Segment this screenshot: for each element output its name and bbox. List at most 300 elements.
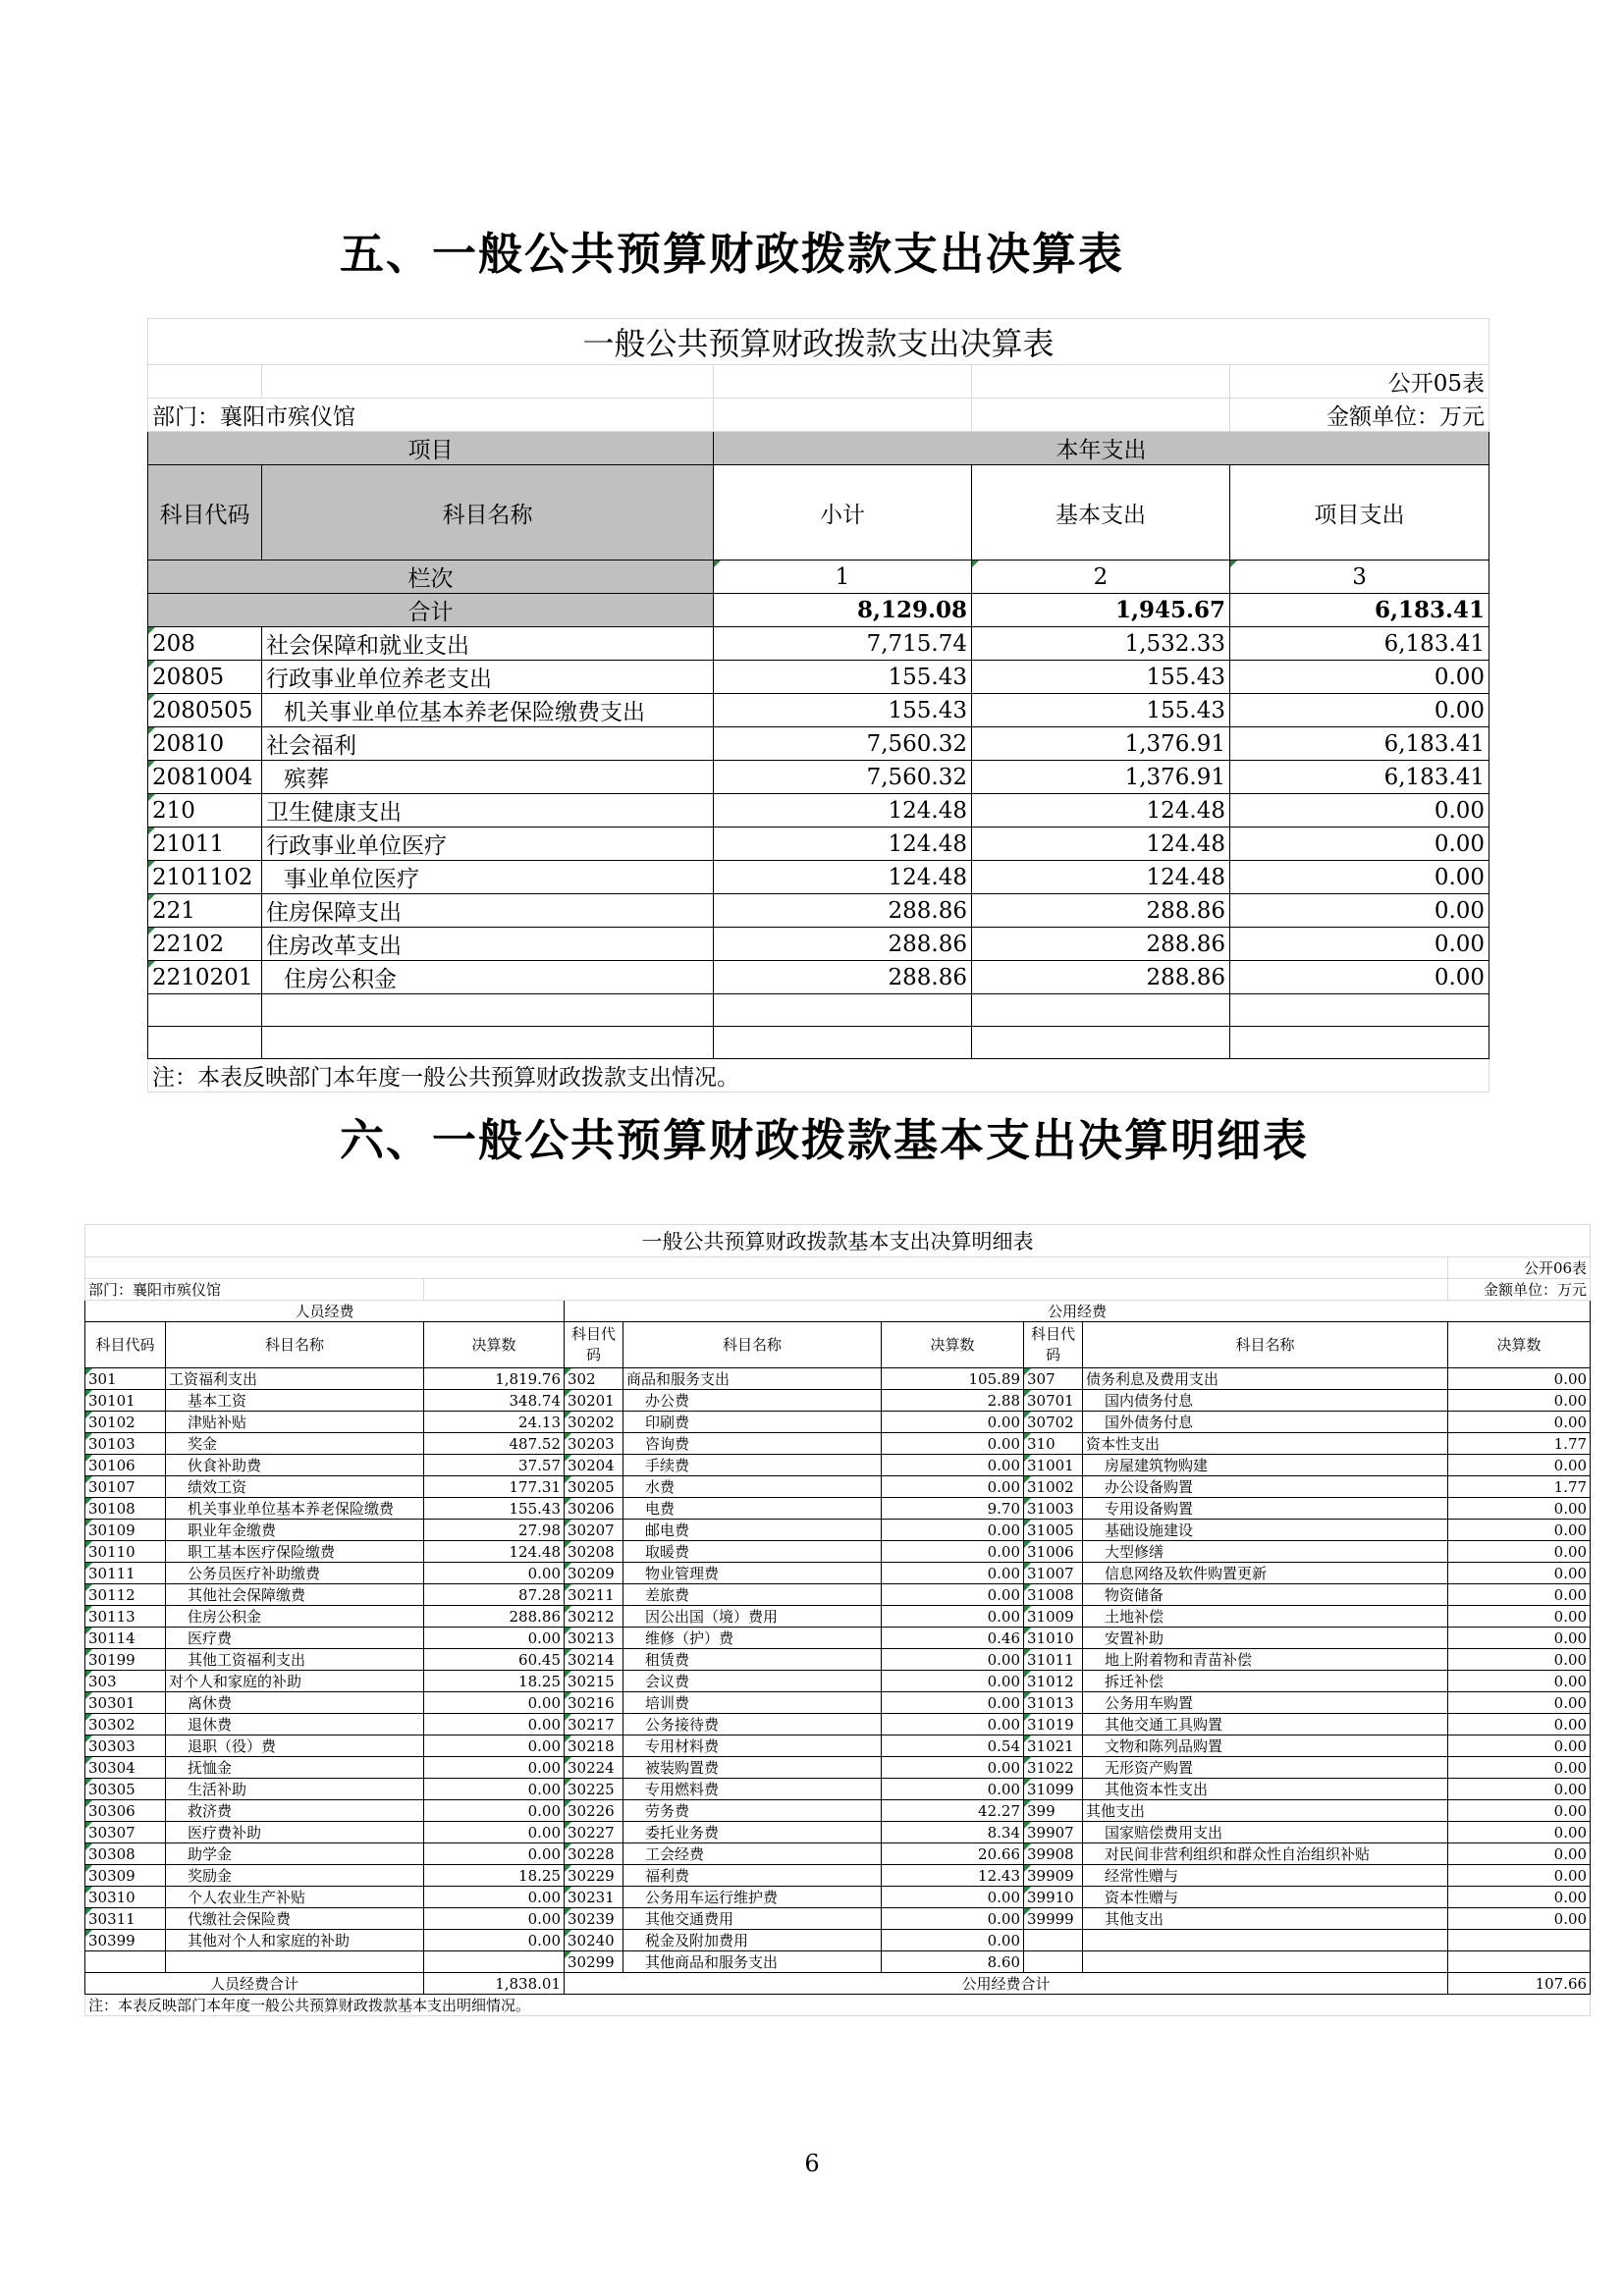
cell-amount-1: 0.00 xyxy=(424,1930,565,1951)
cell-name-1: 住房公积金 xyxy=(166,1606,424,1628)
cell-code-1: 30305 xyxy=(85,1779,166,1800)
cell-code-2: 30218 xyxy=(565,1735,623,1757)
row-name: 社会福利 xyxy=(262,727,714,761)
cell-code-2: 30207 xyxy=(565,1520,623,1541)
cell-amount-1: 0.00 xyxy=(424,1800,565,1822)
table6-form-no: 公开06表 xyxy=(1448,1257,1591,1279)
cell-name-1: 医疗费 xyxy=(166,1628,424,1649)
table-row xyxy=(148,627,1489,661)
cell-code-2: 30201 xyxy=(565,1390,623,1412)
cell-amount-2: 8.60 xyxy=(882,1951,1024,1973)
table-row xyxy=(85,1520,1591,1541)
cell-code-2: 30212 xyxy=(565,1606,623,1628)
cell-code-2: 30211 xyxy=(565,1584,623,1606)
cell-code-3: 31007 xyxy=(1024,1563,1083,1584)
cell-code-1: 30103 xyxy=(85,1433,166,1455)
table-row xyxy=(85,1476,1591,1498)
row-name: 社会保障和就业支出 xyxy=(262,627,714,661)
cell-code-2: 30231 xyxy=(565,1887,623,1908)
row-code: 2210201 xyxy=(148,961,262,994)
cell-code-2: 30227 xyxy=(565,1822,623,1843)
cell-code-1: 30399 xyxy=(85,1930,166,1951)
row-project: 0.00 xyxy=(1230,828,1489,861)
table-row xyxy=(85,1606,1591,1628)
cell-name-3: 其他交通工具购置 xyxy=(1083,1714,1448,1735)
table-row xyxy=(85,1541,1591,1563)
cell-name-3: 国家赔偿费用支出 xyxy=(1083,1822,1448,1843)
cell-code-2: 302 xyxy=(565,1368,623,1390)
cell-code-3: 31005 xyxy=(1024,1520,1083,1541)
total-label: 合计 xyxy=(148,594,714,627)
row-basic: 288.86 xyxy=(972,961,1230,994)
cell-name-2: 差旅费 xyxy=(623,1584,882,1606)
cell-name-3 xyxy=(1083,1951,1448,1973)
row-basic: 124.48 xyxy=(972,828,1230,861)
row-code: 208 xyxy=(148,627,262,661)
cell-amount-3: 0.00 xyxy=(1448,1628,1591,1649)
cell-amount-1: 0.00 xyxy=(424,1692,565,1714)
expenditure-table xyxy=(147,318,1489,1093)
table-row xyxy=(148,928,1489,961)
row-project: 0.00 xyxy=(1230,928,1489,961)
lanci-3: 3 xyxy=(1230,561,1489,594)
cell-amount-3: 0.00 xyxy=(1448,1584,1591,1606)
cell-code-3: 39908 xyxy=(1024,1843,1083,1865)
row-subtotal: 7,715.74 xyxy=(714,627,972,661)
cell-amount-2: 0.00 xyxy=(882,1520,1024,1541)
row-code: 2081004 xyxy=(148,761,262,794)
cell-name-3 xyxy=(1083,1930,1448,1951)
cell-name-2: 税金及附加费用 xyxy=(623,1930,882,1951)
cell-name-2: 专用材料费 xyxy=(623,1735,882,1757)
cell-name-1: 退休费 xyxy=(166,1714,424,1735)
table-row xyxy=(148,694,1489,727)
cell-name-1: 机关事业单位基本养老保险缴费 xyxy=(166,1498,424,1520)
cell-name-2: 会议费 xyxy=(623,1671,882,1692)
cell-code-3: 307 xyxy=(1024,1368,1083,1390)
cell-name-1: 其他社会保障缴费 xyxy=(166,1584,424,1606)
cell-amount-1: 0.00 xyxy=(424,1779,565,1800)
cell-code-2: 30226 xyxy=(565,1800,623,1822)
row-name: 卫生健康支出 xyxy=(262,794,714,828)
cell-code-1: 30109 xyxy=(85,1520,166,1541)
row-subtotal: 7,560.32 xyxy=(714,761,972,794)
row-code: 21011 xyxy=(148,828,262,861)
table5-dept: 部门：襄阳市殡仪馆 xyxy=(148,399,714,432)
cell-name-2: 公务用车运行维护费 xyxy=(623,1887,882,1908)
table-row xyxy=(148,894,1489,928)
row-name: 行政事业单位医疗 xyxy=(262,828,714,861)
cell-name-1: 医疗费补助 xyxy=(166,1822,424,1843)
cell-amount-3: 0.00 xyxy=(1448,1714,1591,1735)
table-row xyxy=(85,1498,1591,1520)
cell-code-1: 30113 xyxy=(85,1606,166,1628)
cell-amount-2: 0.00 xyxy=(882,1649,1024,1671)
cell-code-2: 30224 xyxy=(565,1757,623,1779)
cell-amount-3: 0.00 xyxy=(1448,1563,1591,1584)
cell-name-1: 其他对个人和家庭的补助 xyxy=(166,1930,424,1951)
cell-code-3: 31002 xyxy=(1024,1476,1083,1498)
cell-amount-1: 487.52 xyxy=(424,1433,565,1455)
cell-amount-2: 0.00 xyxy=(882,1541,1024,1563)
cell-code-3: 31010 xyxy=(1024,1628,1083,1649)
table-row xyxy=(85,1692,1591,1714)
cell-name-3: 资本性赠与 xyxy=(1083,1887,1448,1908)
cell-code-3: 310 xyxy=(1024,1433,1083,1455)
cell-name-2: 劳务费 xyxy=(623,1800,882,1822)
cell-amount-2: 0.00 xyxy=(882,1930,1024,1951)
cell-code-3: 39907 xyxy=(1024,1822,1083,1843)
cell-code-1: 30310 xyxy=(85,1887,166,1908)
total-basic: 1,945.67 xyxy=(972,594,1230,627)
cell-name-1 xyxy=(166,1951,424,1973)
table-row xyxy=(85,1951,1591,1973)
cell-code-1: 30306 xyxy=(85,1800,166,1822)
cell-name-2: 维修（护）费 xyxy=(623,1628,882,1649)
cell-code-2: 30206 xyxy=(565,1498,623,1520)
total-subtotal: 8,129.08 xyxy=(714,594,972,627)
table-row xyxy=(148,761,1489,794)
cell-amount-2: 9.70 xyxy=(882,1498,1024,1520)
cell-amount-2: 2.88 xyxy=(882,1390,1024,1412)
cell-name-3: 基础设施建设 xyxy=(1083,1520,1448,1541)
row-project: 6,183.41 xyxy=(1230,727,1489,761)
cell-name-2: 咨询费 xyxy=(623,1433,882,1455)
cell-amount-1: 24.13 xyxy=(424,1412,565,1433)
table-row xyxy=(85,1455,1591,1476)
table-row xyxy=(85,1908,1591,1930)
cell-amount-3: 0.00 xyxy=(1448,1390,1591,1412)
page-number: 6 xyxy=(804,2150,820,2177)
cell-name-1: 抚恤金 xyxy=(166,1757,424,1779)
table-row xyxy=(85,1779,1591,1800)
cell-amount-1: 37.57 xyxy=(424,1455,565,1476)
public-total: 107.66 xyxy=(1448,1973,1591,1995)
cell-name-2: 手续费 xyxy=(623,1455,882,1476)
cell-code-2: 30204 xyxy=(565,1455,623,1476)
cell-name-2: 专用燃料费 xyxy=(623,1779,882,1800)
cell-amount-1: 124.48 xyxy=(424,1541,565,1563)
cell-name-3: 其他资本性支出 xyxy=(1083,1779,1448,1800)
header-code-3: 科目代码 xyxy=(1024,1322,1083,1368)
header-name-2: 科目名称 xyxy=(623,1322,882,1368)
cell-amount-2: 12.43 xyxy=(882,1865,1024,1887)
cell-name-2: 公务接待费 xyxy=(623,1714,882,1735)
cell-name-2: 委托业务费 xyxy=(623,1822,882,1843)
row-project: 0.00 xyxy=(1230,661,1489,694)
cell-amount-1: 0.00 xyxy=(424,1887,565,1908)
cell-amount-3: 1.77 xyxy=(1448,1433,1591,1455)
cell-amount-2: 0.00 xyxy=(882,1692,1024,1714)
cell-name-3: 公务用车购置 xyxy=(1083,1692,1448,1714)
cell-amount-1: 60.45 xyxy=(424,1649,565,1671)
basic-expenditure-detail-table xyxy=(84,1224,1591,2016)
header-name-1: 科目名称 xyxy=(166,1322,424,1368)
header-amount-1: 决算数 xyxy=(424,1322,565,1368)
cell-name-1: 职工基本医疗保险缴费 xyxy=(166,1541,424,1563)
table6-note: 注：本表反映部门本年度一般公共预算财政拨款基本支出明细情况。 xyxy=(85,1995,1591,2016)
row-subtotal: 124.48 xyxy=(714,794,972,828)
cell-amount-3 xyxy=(1448,1930,1591,1951)
table6-unit: 金额单位：万元 xyxy=(1448,1279,1591,1301)
row-subtotal: 288.86 xyxy=(714,894,972,928)
cell-code-3: 31009 xyxy=(1024,1606,1083,1628)
cell-code-2: 30239 xyxy=(565,1908,623,1930)
cell-code-1: 30307 xyxy=(85,1822,166,1843)
cell-amount-3: 0.00 xyxy=(1448,1412,1591,1433)
table-row xyxy=(148,861,1489,894)
cell-amount-3: 0.00 xyxy=(1448,1520,1591,1541)
cell-amount-2: 0.00 xyxy=(882,1476,1024,1498)
cell-name-3: 拆迁补偿 xyxy=(1083,1671,1448,1692)
cell-amount-1: 0.00 xyxy=(424,1628,565,1649)
personnel-total: 1,838.01 xyxy=(424,1973,565,1995)
row-basic: 155.43 xyxy=(972,661,1230,694)
public-total-label: 公用经费合计 xyxy=(565,1973,1448,1995)
cell-amount-3: 0.00 xyxy=(1448,1800,1591,1822)
cell-name-1: 伙食补助费 xyxy=(166,1455,424,1476)
cell-amount-1: 155.43 xyxy=(424,1498,565,1520)
header-personnel: 人员经费 xyxy=(85,1301,565,1322)
cell-amount-2: 42.27 xyxy=(882,1800,1024,1822)
cell-code-2: 30213 xyxy=(565,1628,623,1649)
cell-name-3: 物资储备 xyxy=(1083,1584,1448,1606)
row-project: 0.00 xyxy=(1230,794,1489,828)
cell-code-2: 30203 xyxy=(565,1433,623,1455)
cell-code-3: 31012 xyxy=(1024,1671,1083,1692)
cell-amount-2: 0.00 xyxy=(882,1584,1024,1606)
cell-code-3: 31001 xyxy=(1024,1455,1083,1476)
cell-amount-1: 18.25 xyxy=(424,1671,565,1692)
cell-code-1: 30301 xyxy=(85,1692,166,1714)
cell-name-2: 印刷费 xyxy=(623,1412,882,1433)
row-subtotal: 124.48 xyxy=(714,828,972,861)
cell-amount-2: 105.89 xyxy=(882,1368,1024,1390)
cell-name-3: 专用设备购置 xyxy=(1083,1498,1448,1520)
cell-code-1: 30112 xyxy=(85,1584,166,1606)
cell-code-2: 30225 xyxy=(565,1779,623,1800)
cell-code-1: 30309 xyxy=(85,1865,166,1887)
cell-amount-2: 0.00 xyxy=(882,1714,1024,1735)
cell-amount-3: 0.00 xyxy=(1448,1908,1591,1930)
row-name: 住房保障支出 xyxy=(262,894,714,928)
cell-name-1: 离休费 xyxy=(166,1692,424,1714)
cell-name-1: 救济费 xyxy=(166,1800,424,1822)
row-basic: 1,376.91 xyxy=(972,761,1230,794)
cell-name-1: 退职（役）费 xyxy=(166,1735,424,1757)
row-name: 事业单位医疗 xyxy=(262,861,714,894)
table-row xyxy=(85,1433,1591,1455)
lanci-label: 栏次 xyxy=(148,561,714,594)
cell-name-3: 大型修缮 xyxy=(1083,1541,1448,1563)
row-basic: 124.48 xyxy=(972,861,1230,894)
cell-amount-1: 177.31 xyxy=(424,1476,565,1498)
cell-code-3: 30702 xyxy=(1024,1412,1083,1433)
cell-amount-2: 0.00 xyxy=(882,1433,1024,1455)
row-project: 0.00 xyxy=(1230,961,1489,994)
cell-amount-1: 348.74 xyxy=(424,1390,565,1412)
cell-amount-1: 87.28 xyxy=(424,1584,565,1606)
cell-code-1: 301 xyxy=(85,1368,166,1390)
table-row xyxy=(85,1800,1591,1822)
cell-name-2: 物业管理费 xyxy=(623,1563,882,1584)
table-row xyxy=(85,1390,1591,1412)
cell-name-2: 福利费 xyxy=(623,1865,882,1887)
table-row xyxy=(85,1563,1591,1584)
cell-code-2: 30217 xyxy=(565,1714,623,1735)
row-code: 2101102 xyxy=(148,861,262,894)
cell-code-3 xyxy=(1024,1930,1083,1951)
cell-code-1: 30308 xyxy=(85,1843,166,1865)
cell-code-1: 30106 xyxy=(85,1455,166,1476)
row-subtotal: 155.43 xyxy=(714,694,972,727)
cell-code-3: 31003 xyxy=(1024,1498,1083,1520)
cell-code-1: 30102 xyxy=(85,1412,166,1433)
cell-code-2: 30209 xyxy=(565,1563,623,1584)
cell-name-2: 租赁费 xyxy=(623,1649,882,1671)
cell-name-2: 水费 xyxy=(623,1476,882,1498)
row-code: 20805 xyxy=(148,661,262,694)
cell-amount-2: 0.46 xyxy=(882,1628,1024,1649)
table-row xyxy=(148,727,1489,761)
cell-amount-2: 0.00 xyxy=(882,1779,1024,1800)
cell-amount-3: 0.00 xyxy=(1448,1368,1591,1390)
cell-name-3: 土地补偿 xyxy=(1083,1606,1448,1628)
cell-code-2: 30205 xyxy=(565,1476,623,1498)
row-subtotal: 288.86 xyxy=(714,928,972,961)
row-name: 住房公积金 xyxy=(262,961,714,994)
total-project: 6,183.41 xyxy=(1230,594,1489,627)
cell-name-1: 绩效工资 xyxy=(166,1476,424,1498)
row-basic: 288.86 xyxy=(972,928,1230,961)
cell-name-1: 代缴社会保险费 xyxy=(166,1908,424,1930)
cell-amount-3: 0.00 xyxy=(1448,1779,1591,1800)
section6-heading: 六、一般公共预算财政拨款基本支出决算明细表 xyxy=(340,1114,1310,1166)
cell-name-1: 助学金 xyxy=(166,1843,424,1865)
header-amount-3: 决算数 xyxy=(1448,1322,1591,1368)
header-code-2: 科目代码 xyxy=(565,1322,623,1368)
table-row xyxy=(85,1714,1591,1735)
cell-code-1: 30110 xyxy=(85,1541,166,1563)
cell-name-3: 办公设备购置 xyxy=(1083,1476,1448,1498)
table-row xyxy=(85,1843,1591,1865)
cell-name-2: 其他商品和服务支出 xyxy=(623,1951,882,1973)
cell-amount-1: 0.00 xyxy=(424,1822,565,1843)
cell-code-2: 30240 xyxy=(565,1930,623,1951)
table-row xyxy=(85,1865,1591,1887)
cell-code-3: 39999 xyxy=(1024,1908,1083,1930)
row-name: 行政事业单位养老支出 xyxy=(262,661,714,694)
cell-code-2: 30214 xyxy=(565,1649,623,1671)
table-row xyxy=(85,1671,1591,1692)
cell-code-3: 31021 xyxy=(1024,1735,1083,1757)
cell-code-1: 30303 xyxy=(85,1735,166,1757)
cell-name-3: 其他支出 xyxy=(1083,1908,1448,1930)
cell-code-1: 30302 xyxy=(85,1714,166,1735)
cell-amount-1: 0.00 xyxy=(424,1908,565,1930)
cell-amount-3 xyxy=(1448,1951,1591,1973)
table-row xyxy=(85,1584,1591,1606)
cell-name-2: 因公出国（境）费用 xyxy=(623,1606,882,1628)
table-row xyxy=(85,1412,1591,1433)
cell-code-3: 31013 xyxy=(1024,1692,1083,1714)
row-basic: 288.86 xyxy=(972,894,1230,928)
cell-amount-1: 0.00 xyxy=(424,1714,565,1735)
cell-code-2: 30299 xyxy=(565,1951,623,1973)
cell-name-3: 信息网络及软件购置更新 xyxy=(1083,1563,1448,1584)
row-subtotal: 155.43 xyxy=(714,661,972,694)
cell-amount-2: 0.00 xyxy=(882,1606,1024,1628)
row-name: 机关事业单位基本养老保险缴费支出 xyxy=(262,694,714,727)
cell-amount-1: 1,819.76 xyxy=(424,1368,565,1390)
row-code: 221 xyxy=(148,894,262,928)
cell-name-2: 电费 xyxy=(623,1498,882,1520)
cell-amount-3: 0.00 xyxy=(1448,1498,1591,1520)
table-row xyxy=(148,961,1489,994)
header-basic: 基本支出 xyxy=(972,465,1230,561)
row-basic: 124.48 xyxy=(972,794,1230,828)
header-amount-2: 决算数 xyxy=(882,1322,1024,1368)
cell-amount-3: 0.00 xyxy=(1448,1649,1591,1671)
cell-amount-1: 27.98 xyxy=(424,1520,565,1541)
cell-code-2: 30215 xyxy=(565,1671,623,1692)
header-item: 项目 xyxy=(148,432,714,465)
cell-code-1: 30114 xyxy=(85,1628,166,1649)
cell-name-1: 个人农业生产补贴 xyxy=(166,1887,424,1908)
cell-name-3: 房屋建筑物购建 xyxy=(1083,1455,1448,1476)
cell-amount-3: 0.00 xyxy=(1448,1606,1591,1628)
row-name: 住房改革支出 xyxy=(262,928,714,961)
table-row xyxy=(85,1757,1591,1779)
cell-code-2: 30216 xyxy=(565,1692,623,1714)
cell-code-3: 399 xyxy=(1024,1800,1083,1822)
row-code: 2080505 xyxy=(148,694,262,727)
cell-name-1: 对个人和家庭的补助 xyxy=(166,1671,424,1692)
cell-code-3: 31022 xyxy=(1024,1757,1083,1779)
cell-name-3: 地上附着物和青苗补偿 xyxy=(1083,1649,1448,1671)
cell-amount-3: 0.00 xyxy=(1448,1887,1591,1908)
cell-name-1: 基本工资 xyxy=(166,1390,424,1412)
table-row xyxy=(85,1628,1591,1649)
row-basic: 155.43 xyxy=(972,694,1230,727)
cell-name-2: 其他交通费用 xyxy=(623,1908,882,1930)
cell-amount-1: 0.00 xyxy=(424,1563,565,1584)
cell-name-2: 培训费 xyxy=(623,1692,882,1714)
table-row xyxy=(85,1822,1591,1843)
cell-code-3: 31019 xyxy=(1024,1714,1083,1735)
row-project: 0.00 xyxy=(1230,694,1489,727)
table-row xyxy=(85,1368,1591,1390)
cell-name-1: 奖励金 xyxy=(166,1865,424,1887)
cell-amount-1: 0.00 xyxy=(424,1735,565,1757)
header-subtotal: 小计 xyxy=(714,465,972,561)
cell-amount-1: 0.00 xyxy=(424,1843,565,1865)
row-project: 0.00 xyxy=(1230,894,1489,928)
table6-title: 一般公共预算财政拨款基本支出决算明细表 xyxy=(85,1225,1591,1257)
cell-code-1 xyxy=(85,1951,166,1973)
table5-note: 注：本表反映部门本年度一般公共预算财政拨款支出情况。 xyxy=(148,1059,1489,1093)
cell-amount-1 xyxy=(424,1951,565,1973)
cell-amount-3: 0.00 xyxy=(1448,1843,1591,1865)
cell-amount-2: 0.00 xyxy=(882,1412,1024,1433)
cell-name-3: 安置补助 xyxy=(1083,1628,1448,1649)
cell-name-1: 工资福利支出 xyxy=(166,1368,424,1390)
cell-name-3: 其他支出 xyxy=(1083,1800,1448,1822)
lanci-2: 2 xyxy=(972,561,1230,594)
cell-name-2: 邮电费 xyxy=(623,1520,882,1541)
cell-name-3: 国外债务付息 xyxy=(1083,1412,1448,1433)
row-subtotal: 124.48 xyxy=(714,861,972,894)
